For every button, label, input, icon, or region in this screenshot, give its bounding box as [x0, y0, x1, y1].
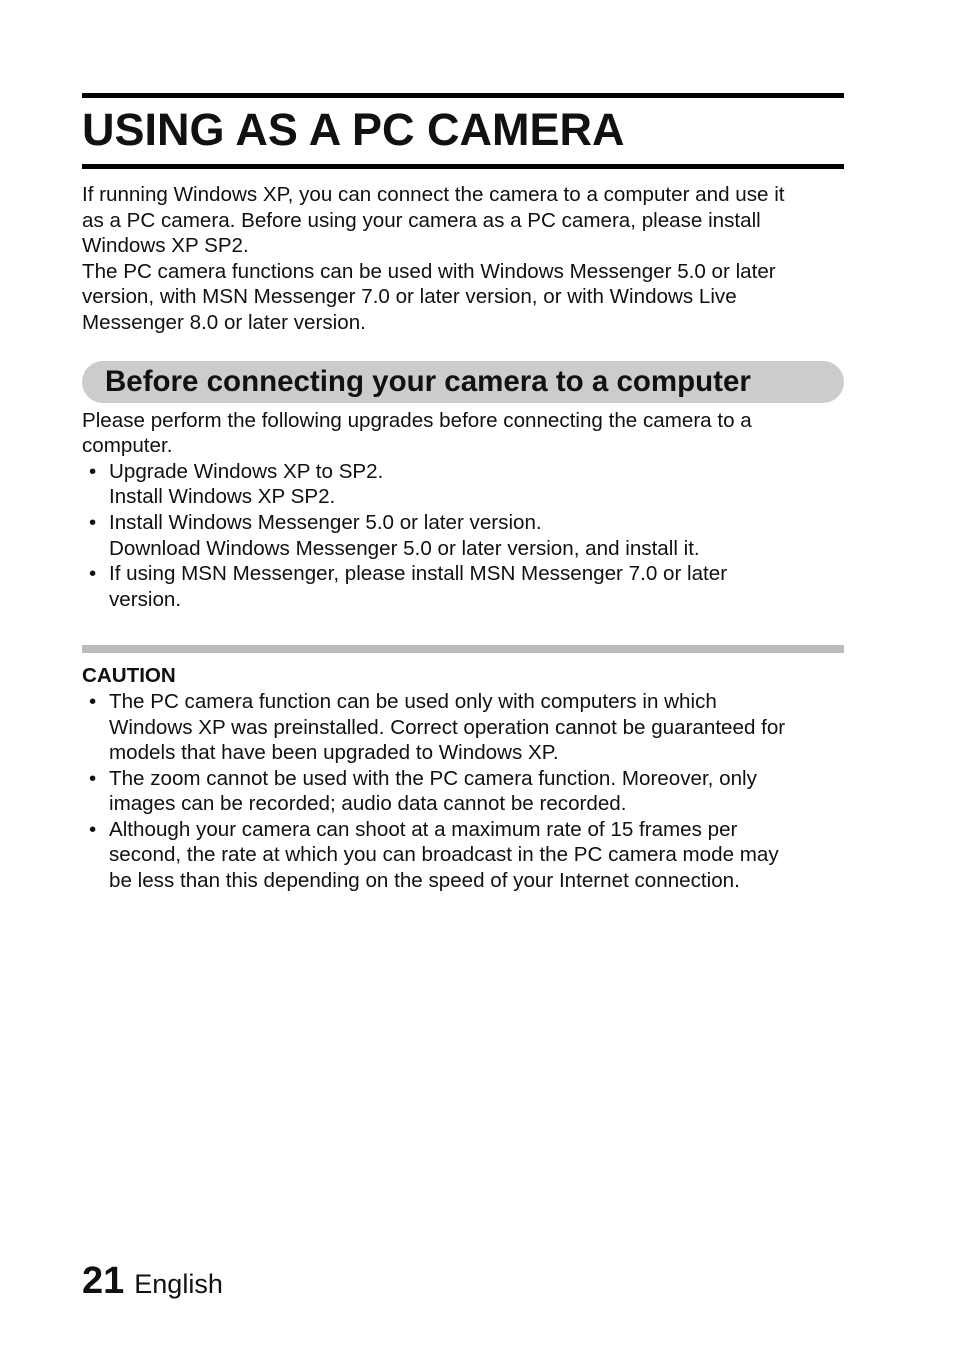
bullet-icon: • — [89, 562, 97, 586]
bullet-icon: • — [89, 817, 97, 841]
text-line: Windows XP SP2. — [82, 234, 249, 258]
list-item — [82, 510, 844, 561]
text-line: images can be recorded; audio data cannot be recorded. — [109, 792, 627, 816]
text-line: computer. — [82, 434, 173, 458]
caution-label: CAUTION — [82, 664, 176, 688]
text-line: models that have been upgraded to Windows XP. — [109, 741, 559, 765]
caution-divider — [82, 645, 844, 653]
bullet-icon: • — [89, 459, 97, 483]
text-line: Download Windows Messenger 5.0 or later version, and install it. — [109, 536, 700, 560]
bullet-icon: • — [89, 689, 97, 713]
text-line: version. — [109, 587, 182, 611]
text-line: Install Windows Messenger 5.0 or later version. — [109, 510, 542, 534]
list-item — [82, 561, 844, 612]
text-line: The PC camera functions can be used with Windows Messenger 5.0 or later — [82, 259, 776, 283]
text-line: The PC camera function can be used only with computers in which — [109, 689, 717, 713]
list-item — [82, 689, 844, 766]
text-line: If using MSN Messenger, please install MSN Messenger 7.0 or later — [109, 562, 728, 586]
title-block — [82, 93, 844, 169]
page-number: 21 — [82, 1260, 125, 1302]
intro-text — [82, 182, 844, 336]
bullet-icon: • — [89, 766, 97, 790]
language-label: English — [134, 1269, 223, 1299]
upgrade-list — [82, 459, 844, 613]
text-line: If running Windows XP, you can connect the camera to a computer and use it — [82, 183, 785, 206]
text-line: The zoom cannot be used with the PC camera function. Moreover, only — [109, 766, 757, 790]
caution-body — [82, 689, 844, 894]
text-line: Although your camera can shoot at a maximum rate of 15 frames per — [109, 817, 738, 841]
text-line: second, the rate at which you can broadcast in the PC camera mode may — [109, 843, 779, 867]
text-line: Install Windows XP SP2. — [109, 485, 336, 509]
page-footer — [82, 1259, 223, 1306]
text-line: Windows XP was preinstalled. Correct operation cannot be guaranteed for — [109, 715, 786, 739]
text-line: be less than this depending on the speed of your Internet connection. — [109, 869, 740, 893]
page-title: USING AS A PC CAMERA — [82, 104, 625, 155]
text-line: as a PC camera. Before using your camera as a PC camera, please install — [82, 208, 761, 232]
text-line: Please perform the following upgrades before connecting the camera to a — [82, 408, 752, 432]
list-item — [82, 459, 844, 510]
manual-page — [82, 93, 844, 894]
text-line: Upgrade Windows XP to SP2. — [109, 459, 384, 483]
intro-paragraph-1 — [82, 182, 844, 259]
list-item — [82, 766, 844, 817]
section-heading: Before connecting your camera to a computer — [82, 361, 844, 403]
intro-paragraph-2 — [82, 259, 844, 336]
section-lead — [82, 408, 844, 459]
text-line: Messenger 8.0 or later version. — [82, 310, 366, 334]
caution-list — [82, 689, 844, 894]
section-body — [82, 408, 844, 613]
list-item — [82, 817, 844, 894]
text-line: version, with MSN Messenger 7.0 or later version, or with Windows Live — [82, 285, 737, 309]
bullet-icon: • — [89, 510, 97, 534]
